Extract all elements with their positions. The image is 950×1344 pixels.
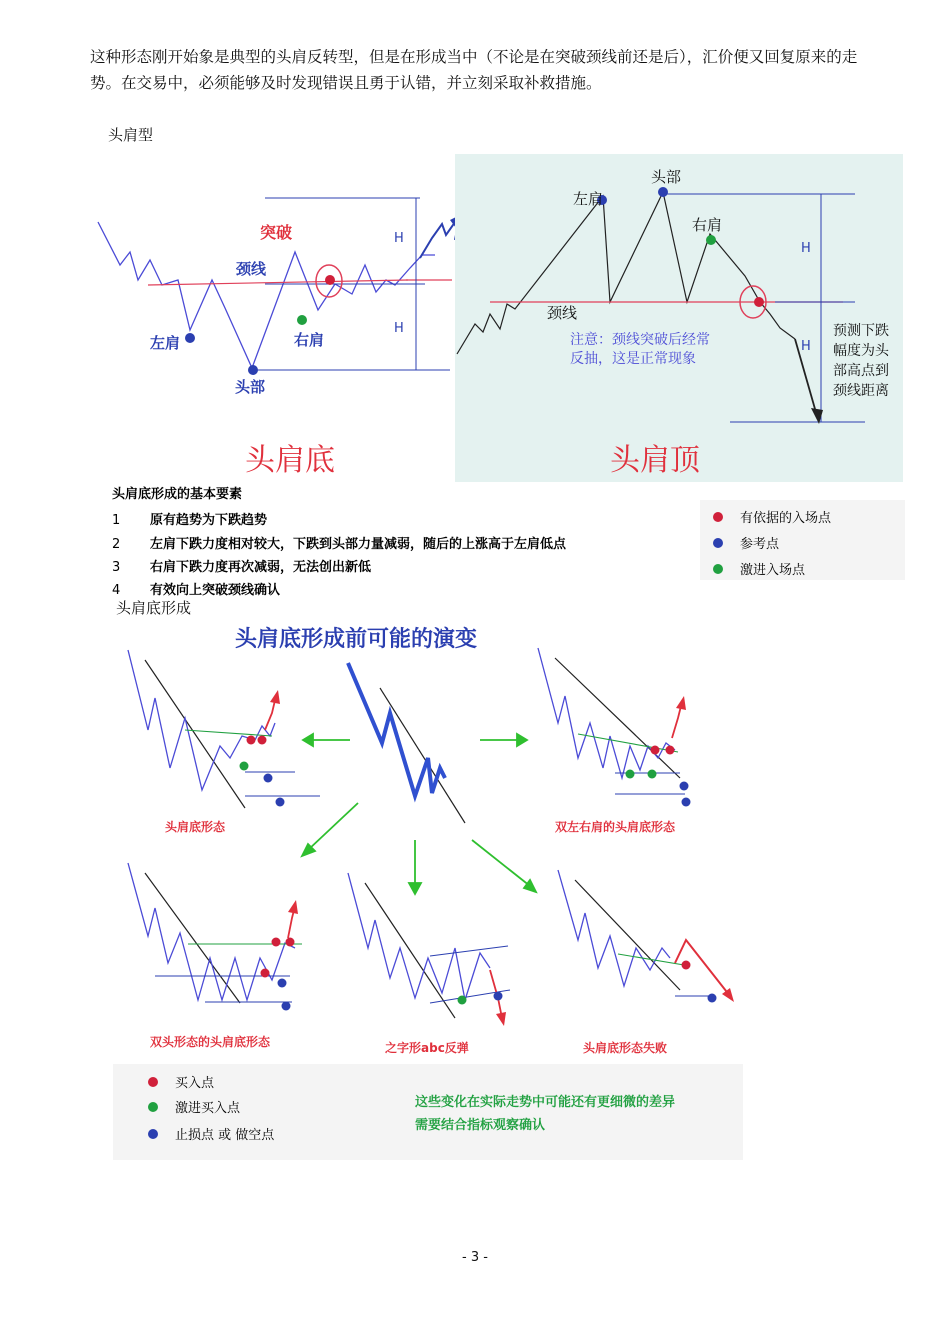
left-shoulder-dot — [185, 333, 195, 343]
break-label: 突破 — [260, 223, 293, 242]
head-dot — [658, 187, 668, 197]
section-title-formation: 头肩底形成 — [116, 599, 192, 617]
left-shoulder-label: 左肩 — [150, 334, 181, 352]
head-shoulders-top-figure — [455, 154, 903, 482]
element-num-2: 2 — [112, 537, 121, 552]
predict-line-4: 颈线距离 — [833, 383, 889, 399]
legend-green-label: 激进入场点 — [740, 563, 806, 578]
legend-blue-label: 参考点 — [740, 537, 780, 552]
note2-line-1: 这些变化在实际走势中可能还有更细微的差异 — [415, 1095, 676, 1110]
hs-top-title: 头肩顶 — [610, 443, 700, 478]
breakout-arrow — [420, 215, 455, 258]
legend2-blue-label: 止损点 或 做空点 — [175, 1128, 275, 1143]
right-shoulder-label: 右肩 — [692, 216, 723, 234]
pattern-a — [128, 650, 320, 834]
head-label: 头部 — [651, 168, 682, 186]
head-shoulders-bottom-figure — [90, 180, 455, 480]
breakout-dot — [325, 275, 335, 285]
caption-d: 之字形abc反弹 — [385, 1041, 469, 1055]
neckline-label: 颈线 — [547, 304, 578, 322]
legend-red-label: 有依据的入场点 — [740, 511, 832, 526]
caption-c: 双头形态的头肩底形态 — [150, 1035, 271, 1049]
buy-point-legend — [113, 1064, 743, 1160]
pattern-c — [128, 863, 302, 1049]
price-line — [98, 222, 435, 368]
element-num-3: 3 — [112, 560, 121, 575]
breakout-dot — [754, 297, 764, 307]
predict-line-1: 预测下跌 — [833, 323, 889, 339]
center-pattern — [348, 663, 465, 823]
pattern-e — [558, 870, 734, 1055]
element-text-1: 原有趋势为下跌趋势 — [150, 513, 268, 528]
note-line-2: 反抽，这是正常现象 — [570, 351, 696, 367]
basic-elements-list — [108, 482, 668, 600]
caption-a: 头肩底形态 — [165, 820, 226, 834]
element-text-4: 有效向上突破颈线确认 — [150, 583, 281, 598]
element-num-4: 4 — [112, 583, 121, 598]
h-label-bottom: H — [801, 339, 811, 354]
note2-line-2: 需要结合指标观察确认 — [415, 1118, 546, 1133]
element-num-1: 1 — [112, 513, 121, 528]
left-shoulder-label: 左肩 — [573, 190, 604, 208]
evolution-diagram — [110, 618, 750, 1063]
evolution-title: 头肩底形成前可能的演变 — [235, 627, 478, 652]
pattern-d — [348, 873, 510, 1055]
head-dot — [248, 365, 258, 375]
legend2-green-label: 激进买入点 — [175, 1101, 241, 1116]
h-label-top: H — [801, 241, 811, 256]
element-text-3: 右肩下跌力度再次减弱，无法创出新低 — [150, 560, 372, 575]
pattern-b — [538, 648, 691, 834]
page-number: - 3 - — [462, 1250, 488, 1265]
right-shoulder-dot — [706, 235, 716, 245]
legend2-red-label: 买入点 — [175, 1076, 215, 1091]
section-title-head-shoulders: 头肩型 — [108, 126, 154, 144]
h-label-top: H — [394, 231, 404, 246]
caption-e: 头肩底形态失败 — [583, 1041, 668, 1055]
hs-bottom-title: 头肩底 — [245, 443, 335, 478]
predict-line-2: 幅度为头 — [833, 343, 889, 359]
note-line-1: 注意：颈线突破后经常 — [570, 332, 710, 348]
elements-title: 头肩底形成的基本要素 — [112, 487, 243, 502]
entry-point-legend — [700, 500, 905, 580]
caption-b: 双左右肩的头肩底形态 — [555, 820, 676, 834]
right-shoulder-dot — [297, 315, 307, 325]
intro-paragraph: 这种形态刚开始象是典型的头肩反转型，但是在形成当中（不论是在突破颈线前还是后），汇价便又回复原来的走势。在交易中，必须能够及时发现错误且勇于认错，并立刻采取补救措施。 — [90, 48, 858, 92]
predict-line-3: 部高点到 — [833, 363, 889, 379]
h-label-bottom: H — [394, 321, 404, 336]
head-label: 头部 — [235, 378, 266, 396]
neckline-label: 颈线 — [236, 260, 267, 278]
evolution-arrows — [302, 734, 536, 894]
element-text-2: 左肩下跌力度相对较大，下跌到头部力量减弱，随后的上涨高于左肩低点 — [150, 537, 567, 552]
right-shoulder-label: 右肩 — [294, 331, 325, 349]
